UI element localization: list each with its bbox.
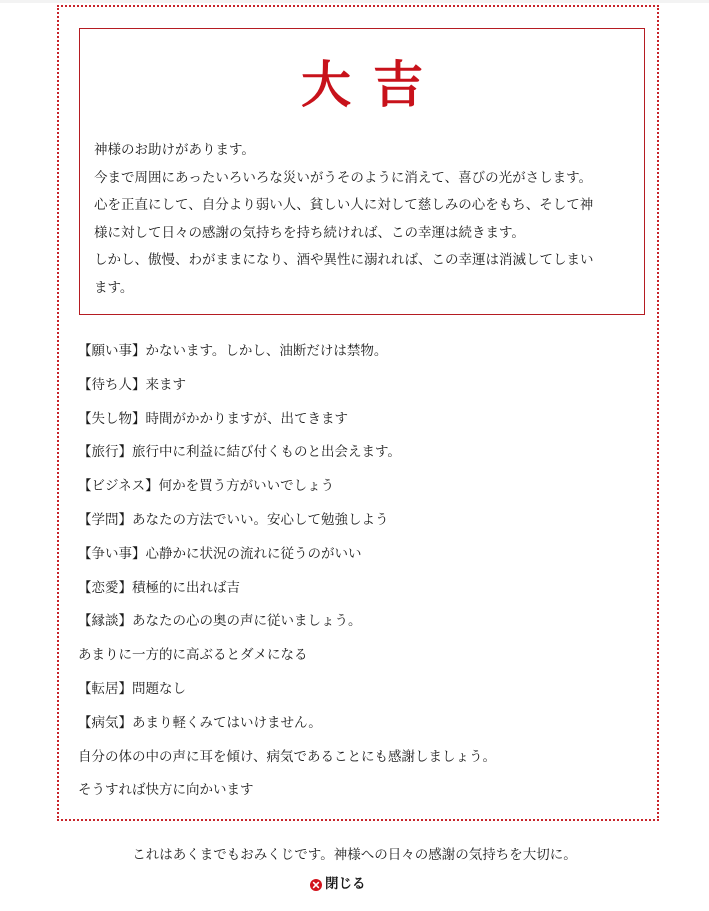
fortune-message-line: ます。	[94, 279, 134, 296]
category-illness: 【病気】あまり軽くみてはいけません。	[78, 714, 322, 731]
category-awaited-person: 【待ち人】来ます	[78, 376, 186, 393]
fortune-box	[79, 28, 645, 315]
category-illness-note: 自分の体の中の声に耳を傾け、病気であることにも感謝しましょう。	[78, 748, 496, 765]
close-button[interactable]	[310, 872, 366, 892]
category-wish: 【願い事】かないます。しかし、油断だけは禁物。	[78, 343, 388, 359]
omikuji-paper	[57, 5, 659, 821]
category-study: 【学問】あなたの方法でいい。安心して勉強しよう	[78, 511, 389, 528]
category-travel: 【旅行】旅行中に利益に結び付くものと出会えます。	[78, 444, 401, 461]
fortune-message-line: 今まで周囲にあったいろいろな災いがうそのように消えて、喜びの光がさします。	[94, 169, 593, 186]
category-moving: 【転居】問題なし	[78, 680, 186, 697]
fortune-message-line: しかし、傲慢、わがままになり、酒や異性に溺れれば、この幸運は消滅してしまい	[94, 252, 594, 268]
category-illness-note-2: そうすれば快方に向かいます	[78, 782, 254, 799]
top-divider	[0, 0, 709, 3]
fortune-message	[94, 137, 630, 302]
category-marriage: 【縁談】あなたの心の奥の声に従いましょう。	[78, 613, 362, 630]
fortune-message-line: 神様のお助けがあります。	[94, 142, 255, 158]
category-marriage-note: あまりに一方的に高ぶるとダメになる	[78, 647, 308, 664]
fortune-categories	[78, 335, 648, 808]
category-dispute: 【争い事】心静かに状況の流れに従うのがいい	[78, 545, 362, 562]
disclaimer-text: これはあくまでもおみくじです。神様への日々の感謝の気持ちを大切に。	[132, 847, 577, 863]
category-lost-item: 【失し物】時間がかかりますが、出てきます	[78, 410, 348, 427]
close-circle-icon	[310, 876, 322, 888]
close-label: 閉じる	[325, 876, 366, 892]
category-business: 【ビジネス】何かを買う方がいいでしょう	[78, 478, 335, 495]
category-love: 【恋愛】積極的に出れば吉	[78, 579, 240, 596]
fortune-rank: 大吉	[301, 55, 445, 114]
fortune-message-line: 様に対して日々の感謝の気持ちを持ち続ければ、この幸運は続きます。	[94, 224, 525, 241]
fortune-message-line: 心を正直にして、自分より弱い人、貧しい人に対して慈しみの心をもち、そして神	[94, 197, 594, 213]
